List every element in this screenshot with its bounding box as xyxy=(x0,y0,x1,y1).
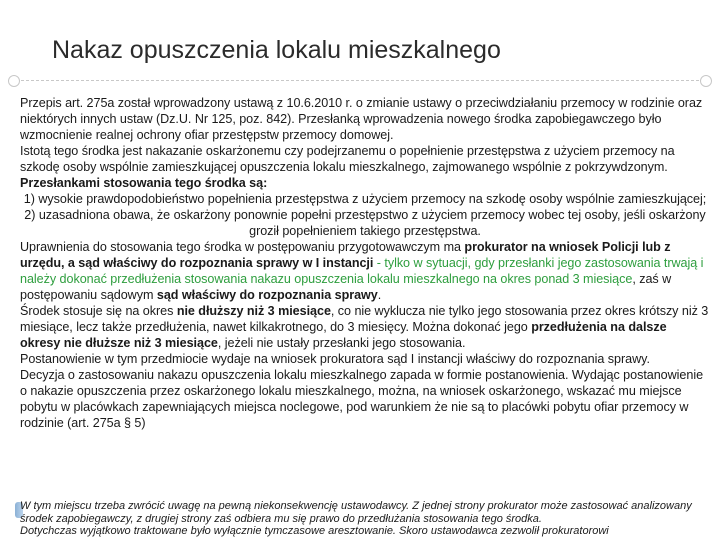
duration-text-e: , jeżeli nie ustały przesłanki jego stosowania. xyxy=(217,336,466,350)
footnote-line-2: Dotychczas wyjątkowo traktowane było wyłącznie tymczasowe aresztowanie. Skoro ustawodawca zezwolił prokuratorowi xyxy=(20,525,609,537)
condition-item-1: 1) wysokie prawdopodobieństwo popełnienia przestępstwa z użyciem przemocy na szkodę osoby wspólnie zamieszkującej; xyxy=(23,192,707,206)
paragraph-duration xyxy=(20,303,710,351)
slide-body xyxy=(20,95,710,431)
footnote-line-1: W tym miejscu trzeba zwrócić uwagę na pewną niekonsekwencję ustawodawcy. Z jednej strony prokurator może zastosować analizowany środek zapobiegawczy, z drugiej strony zaś odbiera mu się prawo do przedłużania stosowania tego środka. xyxy=(20,500,692,525)
paragraph-conditions-heading xyxy=(20,175,710,191)
paragraph-decision-form: Decyzja o zastosowaniu nakazu opuszczenia lokalu mieszkalnego zapada w formie postanowienia. Wydając postanowienie o nakazie opuszczenia przez oskarżonego lokalu mieszkalnego, można, na wniosek oskarżonego, wskazać mu miejsce pobytu w placówkach zapewniających miejsca noclegowe, pod warunkiem że nie są to placówki pobytu ofiar przemocy w rodzinie (art. 275a § 5) xyxy=(20,368,704,430)
slide-title: Nakaz opuszczenia lokalu mieszkalnego xyxy=(52,36,501,64)
authority-text-f: . xyxy=(377,288,382,302)
paragraph-essence: Istotą tego środka jest nakazanie oskarżonemu czy podejrzanemu o popełnienie przestępstwa z użyciem przemocy na szkodę osoby wspólnie zamieszkującej opuszczenia lokalu mieszkalnego, zajmowanego wspólnie z pokrzywdzonym. xyxy=(20,144,675,174)
duration-text-c: , co nie wyklucza nie tylko jego stosowania przez okres krótszy niż 3 miesiące, lecz także przedłużenia, nawet kilkakrotnego, do 3 miesięcy. Można dokonać jego xyxy=(20,304,709,334)
authority-bold-e: sąd właściwy do rozpoznania sprawy xyxy=(156,288,378,302)
authority-green-text: - tylko w sytuacji, gdy przesłanki jego zastosowania trwają i należy dokonać przedłużenia stosowania nakazu opuszczenia lokalu mieszkalnego na okres ponad 3 miesiące xyxy=(20,256,704,286)
footnote xyxy=(20,500,710,538)
divider-right-cap xyxy=(700,75,712,87)
divider-left-cap xyxy=(8,75,20,87)
authority-bold-b: prokurator na wniosek Policji lub z urzędu, a sąd właściwy do rozpoznania sprawy w I instancji xyxy=(20,240,671,270)
duration-bold-d: przedłużenia na dalsze okresy nie dłuższe niż 3 miesiące xyxy=(20,320,667,350)
title-divider xyxy=(16,80,704,81)
duration-bold-b: nie dłuższy niż 3 miesiące xyxy=(176,304,331,318)
condition-item-2: 2) uzasadniona obawa, że oskarżony ponownie popełni przestępstwo z użyciem przemocy wobec tej osoby, jeśli oskarżony groził popełnieniem takiego przestępstwa. xyxy=(24,208,706,238)
conditions-heading: Przesłankami stosowania tego środka są: xyxy=(20,176,268,190)
paragraph-intro: Przepis art. 275a został wprowadzony ustawą z 10.6.2010 r. o zmianie ustawy o przeciwdziałaniu przemocy w rodzinie oraz niektórych innych ustaw (Dz.U. Nr 125, poz. 842). Przesłanką wprowadzenia nowego środka zapobiegawczego było wzmocnienie realnej ochrony ofiar przestępstw przemocy domowej. xyxy=(20,96,703,142)
paragraph-decision-court: Postanowienie w tym przedmiocie wydaje na wniosek prokuratora sąd I instancji właściwy do rozpoznania sprawy. xyxy=(20,352,650,366)
authority-text-d: , zaś w postępowaniu sądowym xyxy=(20,272,672,302)
authority-text-a: Uprawnienia do stosowania tego środka w postępowaniu przygotowawczym ma xyxy=(20,240,465,254)
paragraph-authority xyxy=(20,239,710,303)
duration-text-a: Środek stosuje się na okres xyxy=(20,304,177,318)
